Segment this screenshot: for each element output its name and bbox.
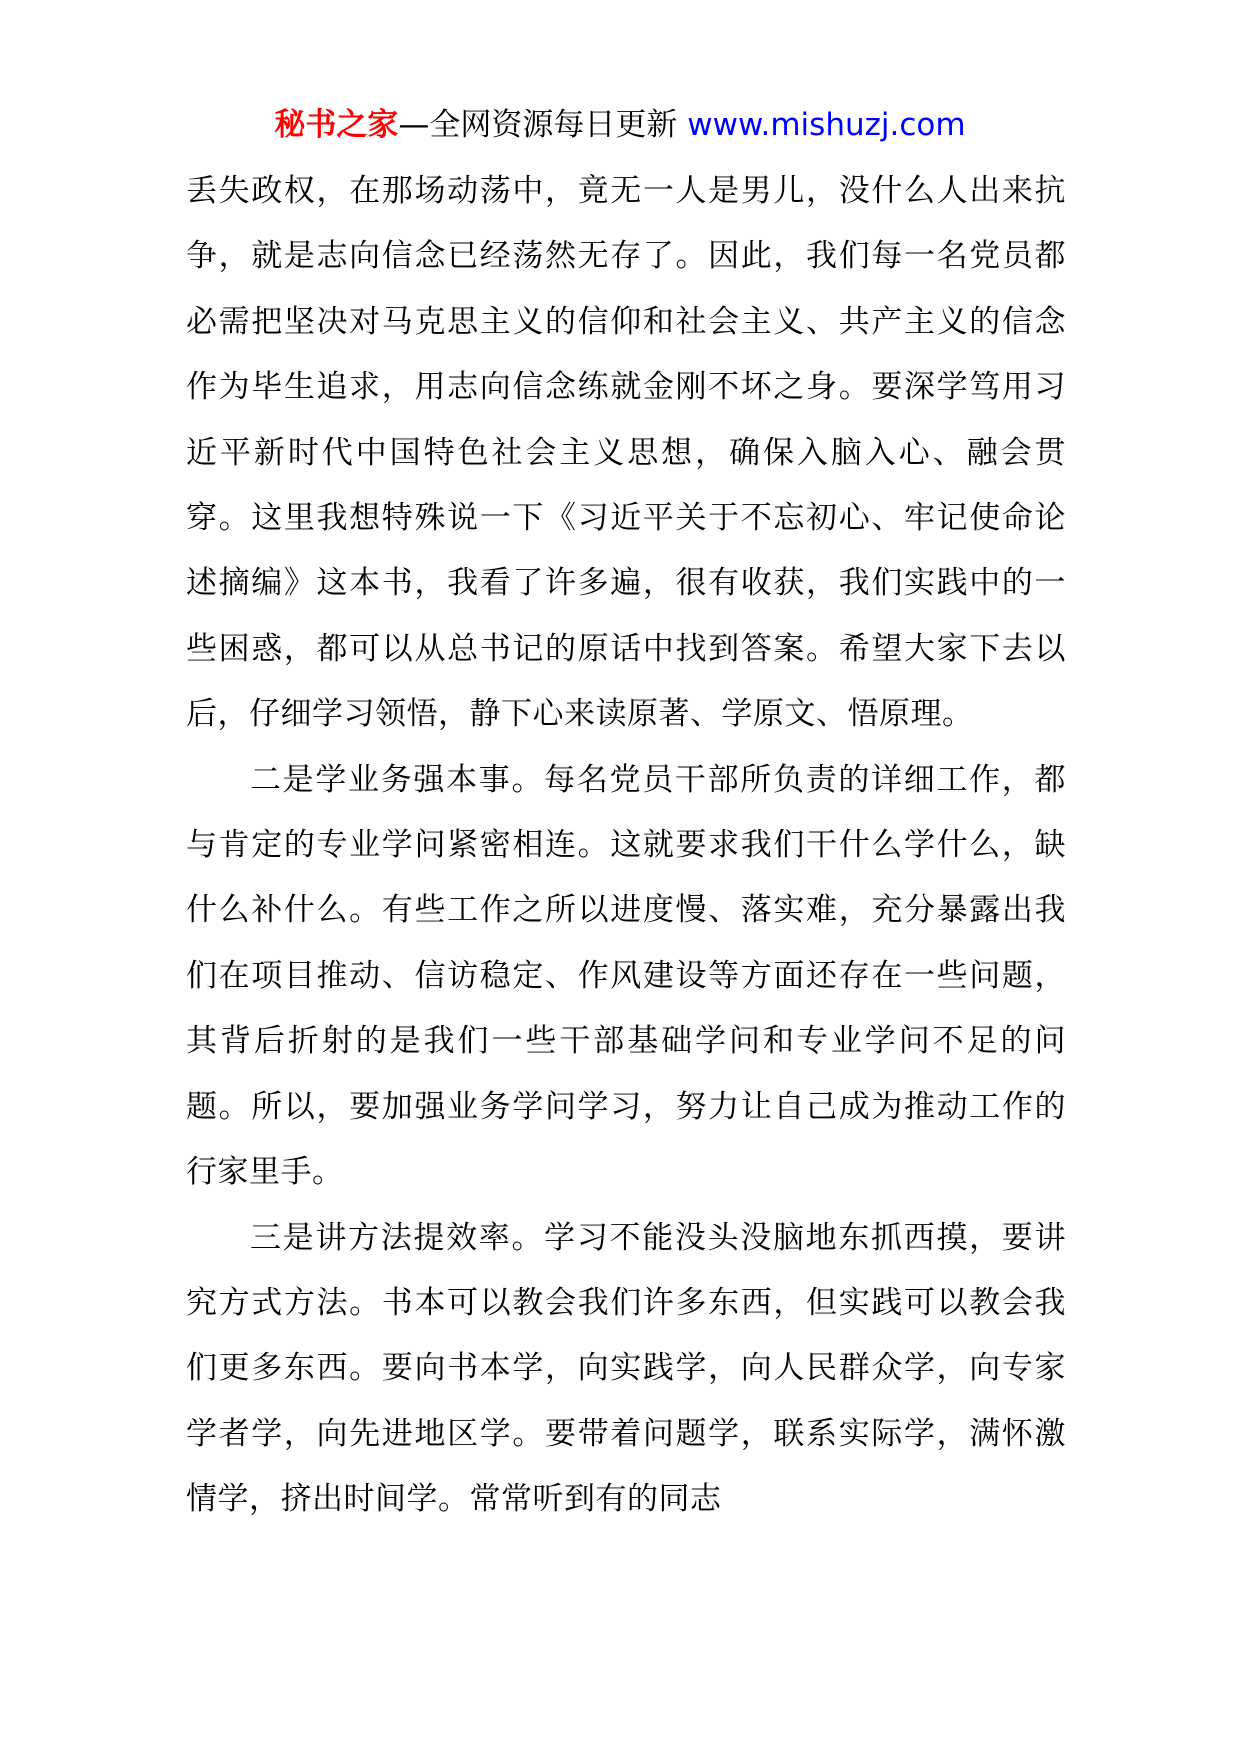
- site-url-link[interactable]: www.mishuzj.com: [687, 107, 966, 143]
- paragraph-three: 三是讲方法提效率。学习不能没头没脑地东抓西摸，要讲究方式方法。书本可以教会我们许多东西，但实践可以教会我们更多东西。要向书本学，向实践学，向人民群众学，向专家学者学，向先进地区学。要带着问题学，联系实际学，满怀激情学，挤出时间学。常常听到有的同志: [186, 1219, 1066, 1518]
- document-body: [186, 159, 1066, 1533]
- brand-name: 秘书之家: [274, 107, 399, 143]
- paragraph-continued: 丢失政权，在那场动荡中，竟无一人是男儿，没什么人出来抗争，就是志向信念已经荡然无存了。因此，我们每一名党员都必需把坚决对马克思主义的信仰和社会主义、共产主义的信念作为毕生追求，用志向信念练就金刚不坏之身。要深学笃用习近平新时代中国特色社会主义思想，确保入脑入心、融会贯穿。这里我想特殊说一下《习近平关于不忘初心、牢记使命论述摘编》这本书，我看了许多遍，很有收获，我们实践中的一些困惑，都可以从总书记的原话中找到答案。希望大家下去以后，仔细学习领悟，静下心来读原著、学原文、悟原理。: [186, 173, 1066, 733]
- paragraph-two: 二是学业务强本事。每名党员干部所负责的详细工作，都与肯定的专业学问紧密相连。这就要求我们干什么学什么，缺什么补什么。有些工作之所以进度慢、落实难，充分暴露出我们在项目推动、信访稳定、作风建设等方面还存在一些问题，其背后折射的是我们一些干部基础学问和专业学问不足的问题。所以，要加强业务学问学习，努力让自己成为推动工作的行家里手。: [186, 761, 1066, 1191]
- page-header: [0, 100, 1240, 150]
- header-slogan: —全网资源每日更新: [398, 107, 688, 143]
